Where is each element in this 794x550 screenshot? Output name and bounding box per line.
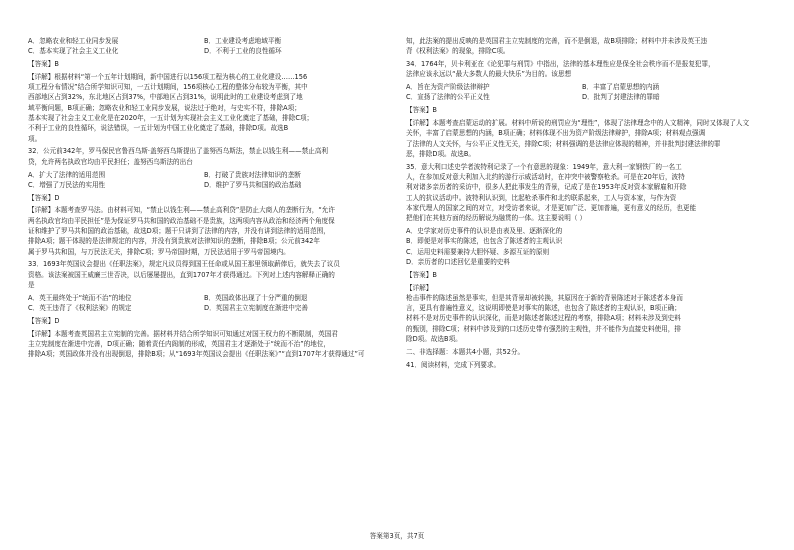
- stem-line: 本家代理人的国家之间的对立，对受访者来说，才是更加广泛、更加普遍，更有意义的经历，也更能: [406, 203, 697, 212]
- detail-line: 【详解】: [406, 283, 433, 292]
- detail-line: 关怀，丰富了启蒙思想的内涵，B项正确；材料体现不出为资产阶级法律辩护，排除A项；材料观点强调: [406, 129, 706, 138]
- q31-answer: 【答案】B: [28, 60, 59, 69]
- q32-stem: [28, 146, 380, 167]
- q34-detail: [406, 118, 758, 159]
- q35-stem: [406, 162, 758, 224]
- detail-line: 枪击事件的陈述虽然是事实，但是其背景却被转换，其原因在于新的背景陈述对于陈述者本身而: [406, 293, 683, 302]
- option-b: B．工业建设考虑地域平衡: [204, 37, 282, 45]
- detail-line: 域平衡问题，B项正确；忽略农业和轻工业同步发展，说法过于绝对，与史实不符，排除A项；: [28, 103, 301, 112]
- option-b: B．丰富了启蒙思想的内涵: [582, 83, 660, 92]
- option-d: D．批判了封建法律的罪暗: [582, 93, 660, 102]
- option-d: D．维护了罗马共和国的政治基础: [204, 180, 302, 189]
- detail-line: 西部地区占到32%，东北地区占到37%，中部地区占到31%，说明此时的工业建设考虑到了地: [28, 93, 303, 102]
- detail-line: 主立宪制度在渐进中完善，D项正确；随着责任内阁制的形成，英国君主才逐渐处于“统而不治”的地位，: [28, 340, 331, 349]
- option-a: A．旨在为资产阶级法律辩护: [406, 83, 490, 92]
- page-footer: 答案第3页，共7页: [369, 532, 425, 540]
- option-c: C．增强了万民法的实用性: [28, 180, 106, 189]
- detail-line: 言，更具有普遍性意义，这说明即使是对事实的陈述，也包含了陈述者的主观认识，B项正确；: [406, 304, 681, 313]
- q32-detail: [28, 205, 380, 256]
- q34-answer: 【答案】B: [406, 106, 437, 115]
- option-d: D．不利于工业的良性循环: [204, 47, 282, 56]
- detail-line: 【详解】本题考查启蒙运动的扩展。材料中所说的刑罚应为“理性”，体现了法律理念中的人文精神，同时又体现了人文: [406, 119, 750, 128]
- stem-line: 35．意大利口述史学者波特利记录了一个有意思的现象：1949年，意大利一家钢铁厂的一名工: [406, 162, 682, 171]
- detail-line: 【详解】根据材料“第一个五年计划期间，新中国进行以156项工程为核心的工业化建设……156: [28, 72, 308, 81]
- detail-line: 证和维护了罗马共和国的政治基础，故选D项；题干只讲到了法律的内容，并没有讲到法律的适用范围，: [28, 227, 330, 236]
- stem-line: 把他们在其他方面的经历解说为融贯的一体。这主要说明（ ）: [406, 214, 587, 223]
- detail-line: 了法律的人文关怀，与公平正义性无关，排除C项；材料强调的是法律应体现的精神，并非批判封建法律的罪: [406, 139, 721, 148]
- q33-detail: [28, 329, 380, 360]
- stem-line: 人，在参加反对意大利加入北约的游行示威活动时，在冲突中被警察枪杀。可是在20年后，波特: [406, 173, 685, 182]
- detail-line: 排除A项；题干体现的是法律规定的内容，并没有到贵族对法律知识的垄断，排除B项；公元前342年: [28, 237, 320, 246]
- detail-line: 基本实现了社会主义工业化是在2020年，一五计划为实现社会主义工业化奠定了基础，排除C项；: [28, 114, 314, 123]
- q41-stem: 41．阅读材料，完成下列要求。: [406, 360, 501, 369]
- detail-line: 两名执政官均由平民担任”是为保证罗马共和国的政治基础不是贵族，这两项内容从政治和经济两个角度保: [28, 216, 335, 225]
- option-b: B．打破了贵族对法律知识的垄断: [204, 170, 301, 179]
- q33-answer: 【答案】D: [28, 316, 60, 325]
- detail-line: 【详解】本题考查英国君主立宪制的完善。据材料并结合所学知识可知通过对国王权力的不断限制，英国君: [28, 329, 338, 338]
- left-column: [28, 36, 380, 360]
- top-options-row-2: [28, 46, 380, 56]
- option-c: C．英王违背了《权利法案》的规定: [28, 304, 132, 313]
- option-c: C．运用史料需要兼持大胆怀疑、多源互证的原则: [406, 247, 550, 256]
- q33-options-row-2: [28, 303, 380, 313]
- q32-options-row-1: [28, 170, 380, 180]
- detail-line: 除D项。故选B项。: [406, 335, 462, 344]
- option-a: A．忽略农业和轻工业同步发展: [28, 37, 119, 45]
- q34-options-row-1: [406, 82, 758, 92]
- option-c: C．宣扬了法律的公平正义性: [406, 93, 490, 102]
- option-d: D．亲历者的口述回忆是重要的史料: [406, 257, 510, 266]
- stem-line: 资格。该法案被国王威廉三世否决，以后屡屡提出，直到1707年才获得通过。下列对上述内容解释正确的: [28, 270, 335, 279]
- q33-stem: [28, 259, 380, 290]
- option-d: D．英国君主立宪制度在渐进中完善: [204, 304, 308, 313]
- detail-line: 属于罗马共和国，与万民法无关，排除C项；罗马帝国时期，万民法适用于罗马帝国境内。: [28, 247, 290, 256]
- q35-options: [406, 226, 758, 267]
- q33-options-row-1: [28, 293, 380, 303]
- q32-options-row-2: [28, 180, 380, 190]
- detail-line: 知，此法案的提出反映的是英国君主立宪制度的完善，而不是倒退，故B项排除；材料中并未涉及英王违: [406, 37, 708, 45]
- option-b: B．即便是对事实的陈述，也包含了陈述者的主观认识: [406, 237, 563, 246]
- right-column: [406, 36, 758, 370]
- option-b: B．英国政体出现了十分严重的倒退: [204, 293, 308, 302]
- stem-line: 法律应该永远以“最大多数人的最大快乐”为目的。该思想: [406, 70, 572, 79]
- stem-line: 是: [28, 281, 35, 290]
- q34-stem: [406, 59, 758, 80]
- option-a: A．扩大了法律的适用范围: [28, 170, 106, 179]
- option-c: C．基本实现了社会主义工业化: [28, 47, 119, 56]
- detail-line: 背《权利法案》的现象，排除C项。: [406, 47, 510, 56]
- detail-line: 项。: [28, 134, 42, 143]
- section-2-title: 二、非选择题：本题共4小题，共52分。: [406, 347, 525, 356]
- q32-answer: 【答案】D: [28, 193, 60, 202]
- q34-options-row-2: [406, 92, 758, 102]
- option-a: A．史学家对历史事件的认识是由表及里、逐渐深化的: [406, 227, 563, 236]
- detail-line: 【详解】本题考查罗马法。由材料可知，“禁止以钱生利——禁止高利贷”是防止大商人的垄断行为，“允许: [28, 206, 335, 215]
- detail-line: 项工程分布情况”结合所学知识可知，一五计划期间，156项核心工程的整体分布较为平衡，其中: [28, 83, 308, 92]
- stem-line: 利对诸多亲历者的采访中，很多人把此事发生的背景，记成了是在1953年反对资本家解雇和开除: [406, 183, 687, 192]
- stem-line: 32．公元前342年，罗马保民官鲁西乌斯·盖努西乌斯提出了盖努西乌斯法，禁止以钱生利——禁止高利: [28, 147, 329, 156]
- stem-line: 工人的抗议活动中。波特利认识到，比起枪杀事件和北约联系起来，工人与资本家，与作为资: [406, 193, 677, 202]
- detail-line: 材料不是对历史事件的认识深化，而是对陈述者陈述过程的考察，排除A项；材料未涉及到史料: [406, 314, 681, 323]
- stem-line: 33．1693年英国议会提出《任职法案》，规定凡议员得到国王任命或从国王那里领取薪俸后，就失去了议员: [28, 260, 340, 269]
- stem-line: 34．1764年，贝卡利亚在《论犯罪与刑罚》中指出，法律的基本理性应是保全社会秩序而不是报复犯罪，: [406, 60, 715, 69]
- detail-line: 不利于工业的良性循环，说法错误，一五计划为中国工业化奠定了基础，排除D项。故选B: [28, 124, 289, 133]
- option-a: A．英王最终处于“统而不治”的地位: [28, 293, 132, 302]
- top-options-row-1: [28, 36, 380, 46]
- q33-detail-cont: [406, 36, 758, 57]
- q35-answer: 【答案】B: [406, 270, 437, 279]
- stem-line: 贷，允许两名执政官均由平民担任；盖努西乌斯法的出台: [28, 157, 193, 166]
- q31-detail: [28, 72, 380, 144]
- q35-detail: [406, 283, 758, 345]
- detail-line: 排除A项；英国政体并没有出现倒退，排除B项；从“1693年英国议会提出《任职法案》”“直到1707年才获得通过”可: [28, 350, 365, 359]
- detail-line: 的甄别，排除C项；材料中涉及到的口述历史带有强烈的主观性，并不能作为直接史料使用，排: [406, 324, 681, 333]
- detail-line: 恶，排除D项。故选B。: [406, 149, 475, 158]
